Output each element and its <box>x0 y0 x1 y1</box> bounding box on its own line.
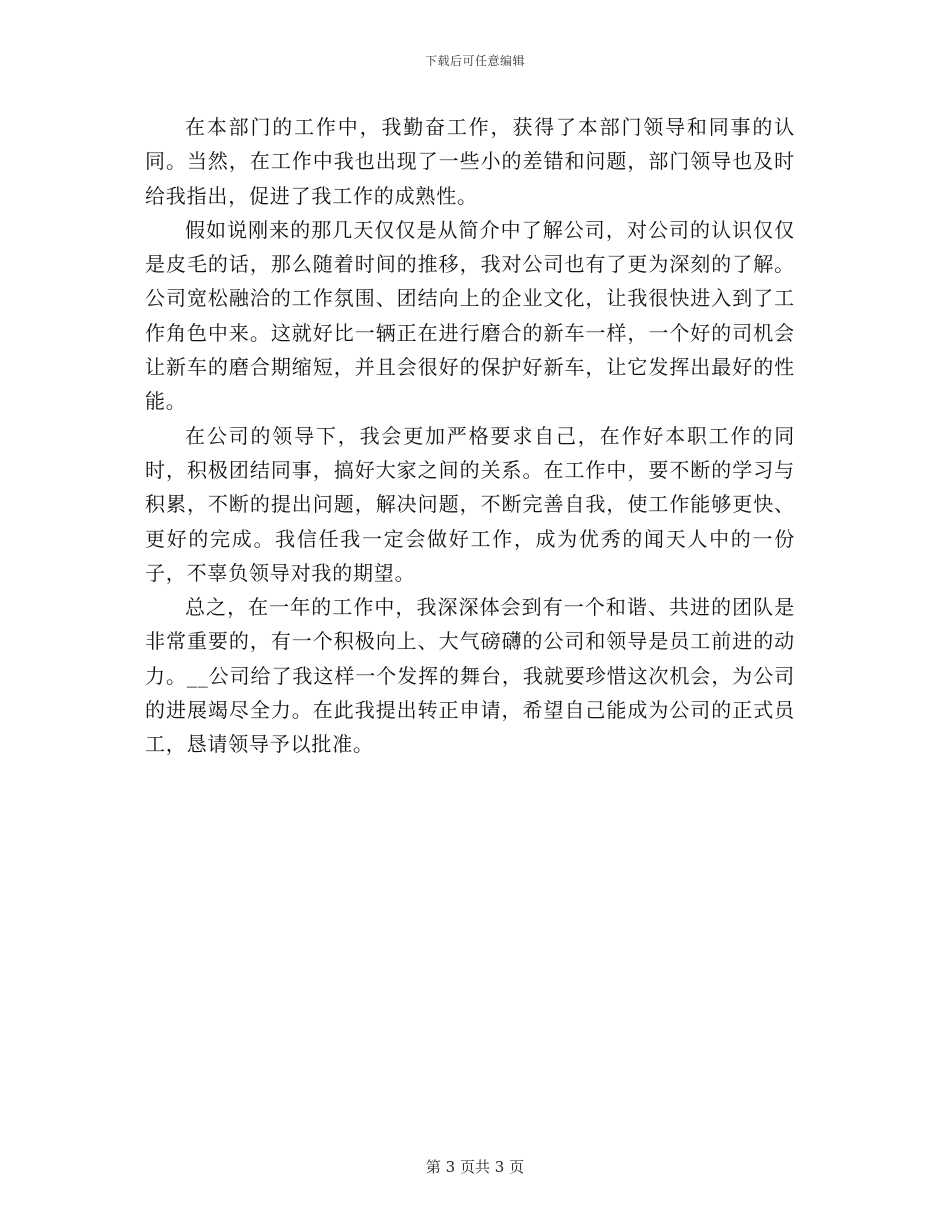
page-number: 第 3 页共 3 页 <box>425 1158 525 1176</box>
paragraph-2: 假如说刚来的那几天仅仅是从简介中了解公司，对公司的认识仅仅是皮毛的话，那么随着时间的推移，我对公司也有了更为深刻的了解。公司宽松融洽的工作氛围、团结向上的企业文化，让我很快进入到了工作角色中来。这就好比一辆正在进行磨合的新车一样，一个好的司机会让新车的磨合期缩短，并且会很好的保护好新车，让它发挥出最好的性能。 <box>145 217 795 414</box>
page-header: 下载后可任意编辑 <box>424 54 525 68</box>
document-body <box>145 110 795 762</box>
paragraph-3: 在公司的领导下，我会更加严格要求自己，在作好本职工作的同时，积极团结同事，搞好大家之间的关系。在工作中，要不断的学习与积累，不断的提出问题，解决问题，不断完善自我，使工作能够更快、更好的完成。我信任我一定会做好工作，成为优秀的闻天人中的一份子，不辜负领导对我的期望。 <box>145 423 795 585</box>
paragraph-4: 总之，在一年的工作中，我深深体会到有一个和谐、共进的团队是非常重要的，有一个积极向上、大气磅礴的公司和领导是员工前进的动力。__公司给了我这样一个发挥的舞台，我就要珍惜这次机会，为公司的进展竭尽全力。在此我提出转正申请，希望自己能成为公司的正式员工，恳请领导予以批准。 <box>145 595 795 757</box>
paragraph-1: 在本部门的工作中，我勤奋工作，获得了本部门领导和同事的认同。当然，在工作中我也出现了一些小的差错和问题，部门领导也及时给我指出，促进了我工作的成熟性。 <box>145 115 795 208</box>
